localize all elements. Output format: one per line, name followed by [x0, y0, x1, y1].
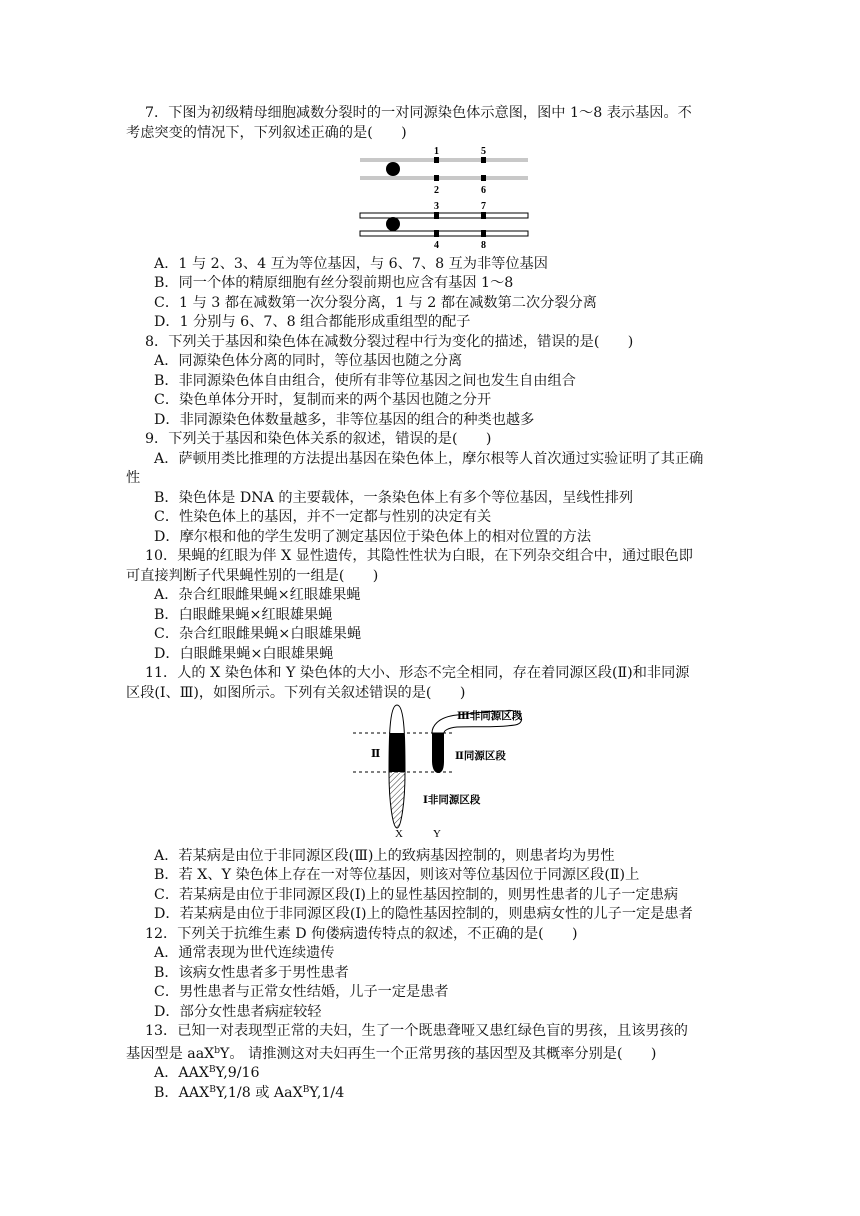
- q9-stem: 9．下列关于基因和染色体关系的叙述，错误的是( ): [145, 431, 492, 447]
- q11-option-d: D．若某病是由位于非同源区段(Ⅰ)上的隐性基因控制的，则患病女性的儿子一定是患者: [154, 906, 693, 922]
- q7-stem-line1: 7．下图为初级精母细胞减数分裂时的一对同源染色体示意图，图中 1～8 表示基因。不: [145, 105, 692, 121]
- q13-stem-part1: 基因型是 aaX: [126, 1046, 215, 1062]
- q12-option-c: C．男性患者与正常女性结婚，儿子一定是患者: [154, 984, 449, 1000]
- q8-option-c: C．染色单体分开时，复制而来的两个基因也随之分开: [154, 392, 492, 408]
- q13-option-a-part1: A．AAX: [154, 1065, 210, 1081]
- gene-locus: [434, 175, 439, 181]
- q13-option-b-part3: Y,1/4: [309, 1085, 345, 1101]
- q13-option-a-part2: Y,9/16: [215, 1065, 260, 1081]
- gene-locus: [481, 175, 486, 181]
- q12-option-b: B．该病女性患者多于男性患者: [154, 965, 349, 981]
- q8-option-a: A．同源染色体分离的同时，等位基因也随之分离: [154, 353, 463, 369]
- gene-label-4: 4: [434, 240, 439, 251]
- gene-label-5: 5: [481, 146, 486, 157]
- gene-label-7: 7: [481, 201, 486, 212]
- gene-locus: [481, 212, 486, 219]
- q7-option-a: A．1 与 2、3、4 互为等位基因，与 6、7、8 互为非等位基因: [154, 256, 548, 272]
- q12-option-a: A．通常表现为世代连续遗传: [154, 945, 335, 961]
- q9-option-c: C．性染色体上的基因，并不一定都与性别的决定有关: [154, 509, 492, 525]
- q12-option-d: D．部分女性患者病症较轻: [154, 1004, 322, 1020]
- q7-option-c: C．1 与 3 都在减数第一次分裂分离，1 与 2 都在减数第二次分裂分离: [154, 295, 597, 311]
- q10-stem-line1: 10．果蝇的红眼为伴 X 显性遗传，其隐性性状为白眼，在下列杂交组合中，通过眼色即: [145, 548, 693, 564]
- q10-option-a: A．杂合红眼雌果蝇×红眼雄果蝇: [154, 587, 361, 603]
- q9-option-a-wrap: 性: [126, 470, 141, 486]
- gene-label-8: 8: [481, 240, 486, 251]
- gene-label-2: 2: [434, 185, 439, 196]
- q7-option-d: D．1 分别与 6、7、8 组合都能形成重组型的配子: [154, 314, 471, 330]
- q7-option-b: B．同一个体的精原细胞有丝分裂前期也应含有基因 1～8: [154, 275, 514, 291]
- label-x: X: [395, 828, 403, 840]
- q13-option-b-sup1: B: [209, 1085, 216, 1095]
- q10-option-b: B．白眼雌果蝇×红眼雄果蝇: [154, 607, 333, 623]
- q10-option-c: C．杂合红眼雌果蝇×白眼雄果蝇: [154, 626, 362, 642]
- q13-option-b-part2: Y,1/8 或 AaX: [215, 1085, 303, 1101]
- q9-option-a: A．萨顿用类比推理的方法提出基因在染色体上，摩尔根等人首次通过实验证明了其正确: [154, 451, 704, 467]
- q11-option-b: B．若 X、Y 染色体上存在一对等位基因，则该对等位基因位于同源区段(Ⅱ)上: [154, 867, 640, 883]
- q13-stem-line1: 13．已知一对表现型正常的夫妇，生了一个既患聋哑又患红绿色盲的男孩，且该男孩的: [145, 1023, 688, 1039]
- q10-option-d: D．白眼雌果蝇×白眼雄果蝇: [154, 646, 334, 662]
- label-region-ii-right: Ⅱ同源区段: [455, 751, 506, 762]
- label-y: Y: [433, 828, 441, 840]
- chromatid-3: [360, 213, 528, 218]
- q13-option-b-sup2: B: [302, 1085, 310, 1095]
- q9-option-d: D．摩尔根和他的学生发明了测定基因位于染色体上的相对位置的方法: [154, 529, 592, 545]
- q11-xy-chromosome-figure: [345, 703, 560, 844]
- gene-locus: [481, 230, 486, 237]
- q11-option-a: A．若某病是由位于非同源区段(Ⅲ)上的致病基因控制的，则患者均为男性: [154, 848, 615, 864]
- centromere-2: [386, 217, 400, 231]
- gene-label-1: 1: [434, 146, 439, 157]
- q10-stem-line2: 可直接判断子代果蝇性别的一组是( ): [126, 568, 379, 584]
- label-region-i: Ⅰ非同源区段: [423, 795, 481, 806]
- q8-option-b: B．非同源染色体自由组合，使所有非等位基因之间也发生自由组合: [154, 373, 576, 389]
- gene-locus: [434, 157, 439, 163]
- q7-chromosome-figure: [355, 144, 535, 252]
- chromatid-1: [360, 158, 528, 162]
- q11-stem-line1: 11．人的 X 染色体和 Y 染色体的大小、形态不完全相同，存在着同源区段(Ⅱ)和非同源: [145, 665, 690, 681]
- q13-option-a-sup: B: [209, 1065, 216, 1075]
- label-region-iii: Ⅲ非同源区段: [457, 711, 523, 722]
- q8-option-d: D．非同源染色体数量越多，非等位基因的组合的种类也越多: [154, 412, 535, 428]
- chromatid-4: [360, 231, 528, 236]
- q9-option-b: B．染色体是 DNA 的主要载体，一条染色体上有多个等位基因，呈线性排列: [154, 490, 634, 506]
- centromere-1: [386, 162, 400, 176]
- q8-stem: 8．下列关于基因和染色体在减数分裂过程中行为变化的描述，错误的是( ): [145, 334, 634, 350]
- q11-option-c: C．若某病是由位于非同源区段(Ⅰ)上的显性基因控制的，则男性患者的儿子一定患病: [154, 887, 679, 903]
- q13-stem-sup: b: [214, 1046, 221, 1056]
- gene-label-3: 3: [434, 201, 439, 212]
- label-region-ii-left: Ⅱ: [371, 748, 381, 760]
- q13-stem-part2: Y。 请推测这对夫妇再生一个正常男孩的基因型及其概率分别是( ): [220, 1046, 657, 1062]
- gene-locus: [434, 212, 439, 219]
- q13-option-b-part1: B．AAX: [154, 1085, 210, 1101]
- gene-locus: [434, 230, 439, 237]
- q12-stem: 12．下列关于抗维生素 D 佝偻病遗传特点的叙述，不正确的是( ): [145, 926, 578, 942]
- q13-option-a: [154, 1061, 766, 1083]
- q11-stem-line2: 区段(Ⅰ、Ⅲ)，如图所示。下列有关叙述错误的是( ): [126, 685, 466, 701]
- chromatid-2: [360, 176, 528, 180]
- gene-locus: [481, 157, 486, 163]
- gene-label-6: 6: [481, 185, 486, 196]
- q13-option-b: [154, 1081, 766, 1103]
- q7-stem-line2: 考虑突变的情况下，下列叙述正确的是( ): [126, 125, 407, 141]
